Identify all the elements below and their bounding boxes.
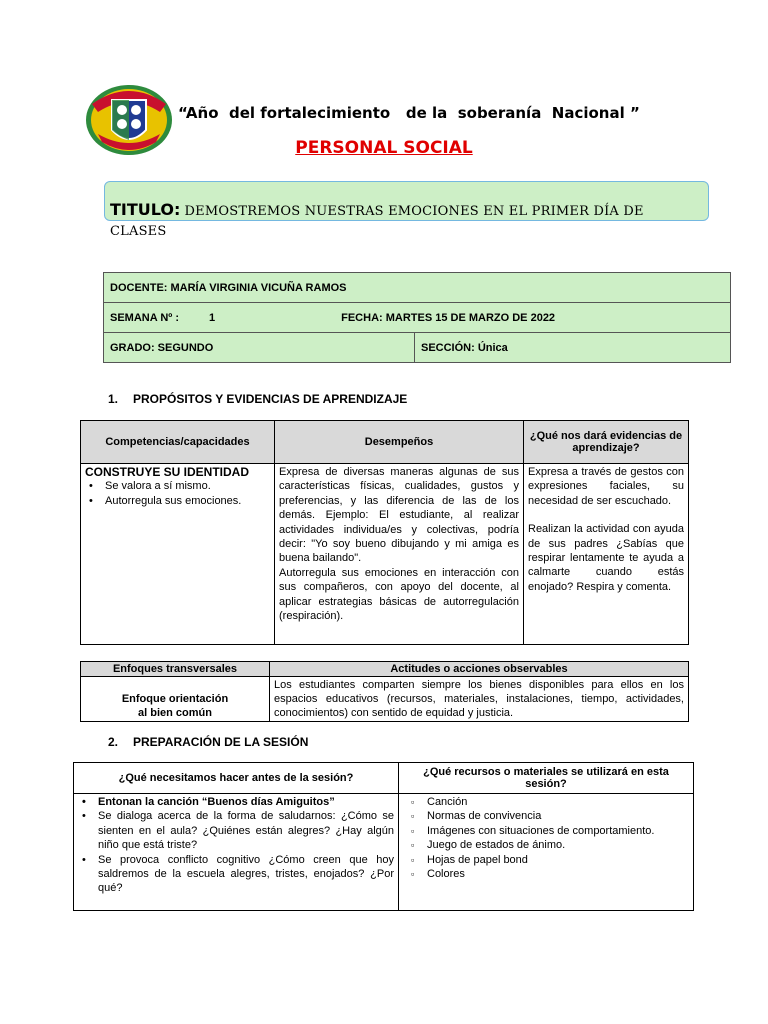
evidencias-cell — [524, 464, 689, 645]
header-antes: ¿Qué necesitamos hacer antes de la sesión? — [74, 763, 399, 794]
grado-cell: GRADO: SEGUNDO — [104, 333, 415, 363]
header-enfoques: Enfoques transversales — [81, 662, 270, 677]
list-item: ▫ Juego de estados de ánimo. — [403, 838, 689, 852]
purposes-table — [80, 420, 689, 645]
header-competencias: Competencias/capacidades — [81, 421, 275, 464]
title-label: TITULO: — [110, 200, 181, 219]
section-1-heading: 1. PROPÓSITOS Y EVIDENCIAS DE APRENDIZAJE — [108, 392, 408, 406]
list-item: • Se provoca conflicto cognitivo ¿Cómo creen que hoy saldremos de la escuela alegres, tristes, enojados? ¿Por qué? — [82, 853, 394, 895]
header-recursos: ¿Qué recursos o materiales se utilizará en esta sesión? — [399, 763, 694, 794]
session-title — [110, 200, 690, 242]
recursos-cell — [399, 794, 694, 911]
competencias-cell — [81, 464, 275, 645]
semana-value: 1 — [209, 311, 216, 324]
list-item: • Entonan la canción “Buenos días Amiguitos” — [82, 796, 335, 808]
docente-cell: DOCENTE: MARÍA VIRGINIA VICUÑA RAMOS — [104, 273, 731, 303]
header-actitudes: Actitudes o acciones observables — [270, 662, 689, 677]
desempenos-cell — [275, 464, 524, 645]
list-item: ▫ Hojas de papel bond — [403, 853, 689, 867]
list-item: • Se dialoga acerca de la forma de saludarnos: ¿Cómo se sienten en el aula? ¿Quiénes están alegres? ¿Hay algún niño que está triste? — [82, 810, 394, 852]
list-item: ▫ Imágenes con situaciones de comportamiento. — [403, 824, 689, 838]
competencia: CONSTRUYE SU IDENTIDAD — [85, 465, 250, 479]
fecha: FECHA: MARTES 15 DE MARZO DE 2022 — [341, 311, 556, 324]
list-item: ▫ Canción — [403, 795, 689, 809]
list-item: • Autorregula sus emociones. — [89, 494, 242, 507]
header-evidencias: ¿Qué nos dará evidencias de aprendizaje? — [524, 421, 689, 464]
list-item: ▫ Normas de convivencia — [403, 809, 689, 823]
subject-title: PERSONAL SOCIAL — [295, 138, 473, 158]
list-item: • Se valora a sí mismo. — [89, 480, 211, 493]
info-table — [103, 272, 731, 363]
header-desempenos: Desempeños — [275, 421, 524, 464]
enfoque-cell: Enfoque orientación al bien común — [81, 677, 270, 722]
seccion-cell: SECCIÓN: Única — [415, 333, 731, 363]
semana-label: SEMANA Nº : — [110, 311, 179, 324]
actitudes-cell: Los estudiantes comparten siempre los bienes disponibles para ellos en los espacios educativos (recursos, materiales, instalaciones, tiempo, actividades, conocimientos) con sentido de equidad y justicia. — [270, 677, 689, 722]
evidencia-2: Realizan la actividad con ayuda de sus padres ¿Sabías que respirar lentamente te ayuda a calmarte cuando estás enojado? Respira y comenta. — [528, 523, 684, 593]
list-item: ▫ Colores — [403, 867, 689, 881]
title-text: DEMOSTREMOS NUESTRAS EMOCIONES EN EL PRIMER DÍA DE CLASES — [110, 204, 644, 239]
antes-cell — [74, 794, 399, 911]
desempeno-2: Autorregula sus emociones en interacción con sus compañeros, con apoyo del docente, al aplicar estrategias básicas de autorregulación (respiración). — [279, 566, 519, 623]
section-2-heading: 2. PREPARACIÓN DE LA SESIÓN — [108, 735, 309, 749]
preparation-table — [73, 762, 694, 911]
evidencia-1: Expresa a través de gestos con expresiones faciales, su necesidad de ser escuchado. — [528, 466, 684, 507]
semana-fecha-cell — [104, 303, 731, 333]
year-motto: “Año del fortalecimiento de la soberanía Nacional ” — [178, 104, 640, 122]
desempeno-1: Expresa de diversas maneras algunas de sus características físicas, cualidades, gustos y preferencias, y las diferencia de las de los demás. Ejemplo: El estudiante, al realizar actividades individua/es y colectivas, podría decir: "Yo soy bueno dibujando y mi amiga es buena bailando". — [279, 466, 519, 565]
enfoques-table — [80, 661, 689, 722]
